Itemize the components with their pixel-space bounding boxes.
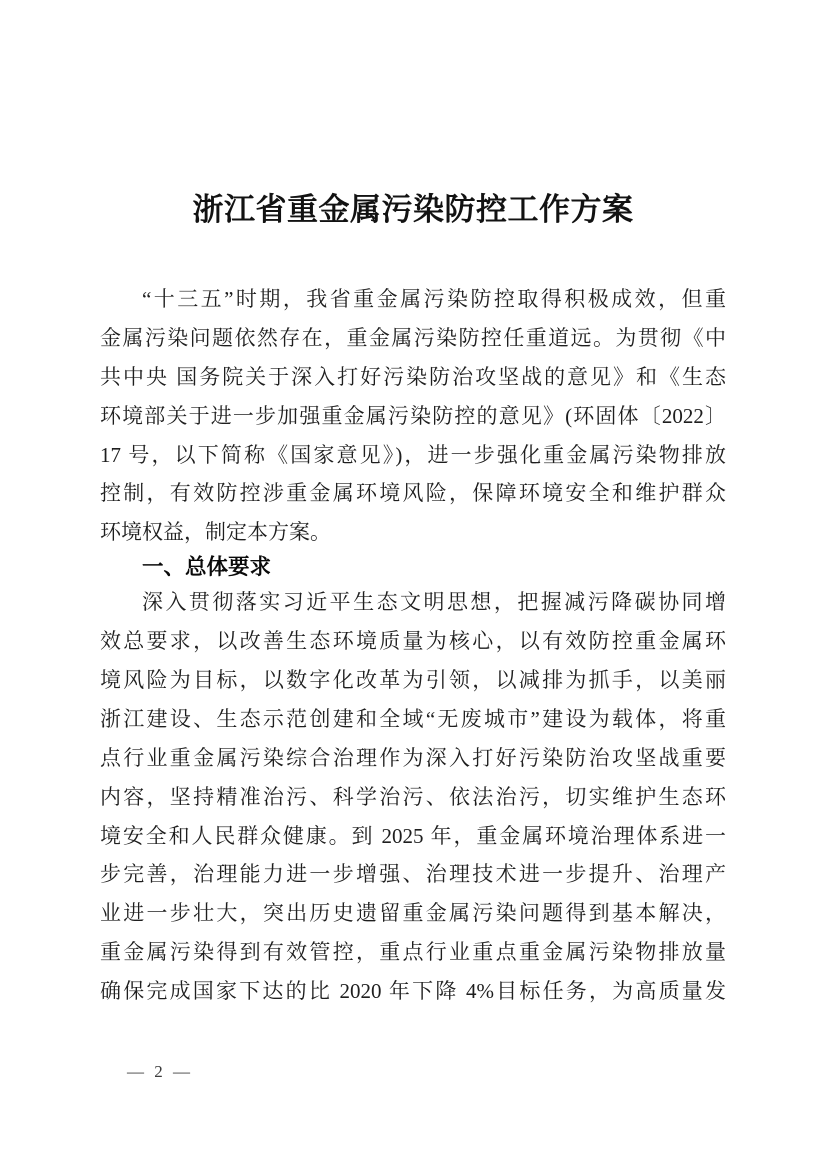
requirements-paragraph-line-7: 境安全和人民群众健康。到 2025 年，重金属环境治理体系进一 — [100, 823, 726, 848]
requirements-paragraph-line-8: 步完善，治理能力进一步增强、治理技术进一步提升、治理产 — [100, 862, 726, 887]
intro-paragraph-line-7: 环境权益，制定本方案。 — [100, 520, 331, 545]
requirements-paragraph-line-5: 点行业重金属污染综合治理作为深入打好污染防治攻坚战重要 — [100, 745, 726, 770]
page-number: — 2 — — [127, 1062, 193, 1081]
requirements-paragraph-line-10: 重金属污染得到有效管控，重点行业重点重金属污染物排放量 — [100, 940, 726, 965]
intro-paragraph-line-1: “十三五”时期，我省重金属污染防控取得积极成效，但重 — [142, 287, 726, 311]
section-heading-overall-requirements: 一、总体要求 — [142, 555, 272, 580]
document-title: 浙江省重金属污染防控工作方案 — [192, 192, 634, 227]
requirements-paragraph-line-4: 浙江建设、生态示范创建和全域“无废城市”建设为载体，将重 — [100, 706, 726, 731]
document-body — [100, 280, 726, 1011]
intro-paragraph-line-5: 17 号，以下简称《国家意见》)，进一步强化重金属污染物排放 — [100, 442, 726, 467]
requirements-paragraph-line-1: 深入贯彻落实习近平生态文明思想，把握减污降碳协同增 — [142, 590, 726, 615]
requirements-paragraph-line-11: 确保完成国家下达的比 2020 年下降 4%目标任务，为高质量发 — [100, 979, 726, 1004]
intro-paragraph-line-3: 共中央 国务院关于深入打好污染防治攻坚战的意见》和《生态 — [100, 364, 726, 389]
requirements-paragraph-line-3: 境风险为目标，以数字化改革为引领，以减排为抓手，以美丽 — [100, 668, 726, 693]
requirements-paragraph-line-6: 内容，坚持精准治污、科学治污、依法治污，切实维护生态环 — [100, 784, 726, 809]
intro-paragraph-line-4: 环境部关于进一步加强重金属污染防控的意见》(环固体〔2022〕 — [100, 403, 726, 428]
intro-paragraph-line-6: 控制，有效防控涉重金属环境风险，保障环境安全和维护群众 — [100, 481, 726, 506]
requirements-paragraph-line-2: 效总要求，以改善生态环境质量为核心，以有效防控重金属环 — [100, 629, 726, 654]
requirements-paragraph-line-9: 业进一步壮大，突出历史遗留重金属污染问题得到基本解决， — [100, 901, 726, 926]
intro-paragraph-line-2: 金属污染问题依然存在，重金属污染防控任重道远。为贯彻《中 — [100, 325, 726, 350]
